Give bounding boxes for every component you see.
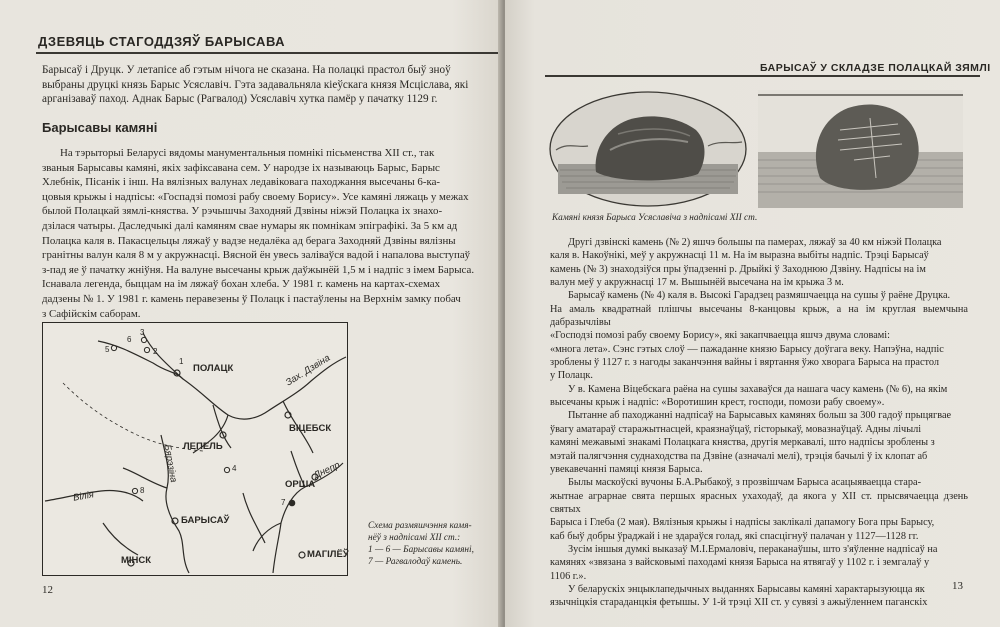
text-line: званыя Барысавы камяні, якіх зафіксавана сем. У народзе іх называюць Барыс, Барыс: [42, 161, 440, 174]
section-title: Барысавы камяні: [42, 120, 158, 135]
map-label-berazina: Бярэзіна: [161, 443, 179, 484]
stone-photo-1: [548, 90, 748, 208]
stone-number: 3: [140, 328, 145, 337]
text-line: камень (№ 3) знаходзіўся пры ўпадзенні р. Дрыйкі ў Заходнюю Дзвіну. Надпісы на ім: [550, 263, 926, 275]
text-line: гранітны валун каля 8 м у акружнасці. Вясной ён увесь заліваўся вадой і напалова выступаў: [42, 249, 471, 262]
caption-line: нёў з надпісамі XII ст.:: [368, 533, 461, 543]
page-number-right: 13: [952, 580, 963, 592]
text-line: выбраны друцкі князь Барыс Усяславіч. Гэта задавальняла кіеўскага князя Мсціслава, які: [42, 78, 469, 91]
left-running-head: ДЗЕВЯЦЬ СТАГОДДЗЯЎ БАРЫСАВА: [38, 34, 286, 49]
map-label-zach-dzvina: Зах. Дзвіна: [283, 352, 333, 389]
text-line: Барысаў камень (№ 4) каля в. Высокі Гарадзец размяшчаецца на сушы ў раёне Друцка.: [568, 290, 951, 302]
map-label-dnepr: Днепр: [311, 459, 342, 482]
right-body-text: [550, 236, 968, 610]
text-line: валун меў у акружнасці 17 м. Вышынёй высечана на ім крыжа 3 м.: [550, 277, 844, 289]
stone-photo-2: [758, 90, 963, 208]
right-running-head: БАРЫСАЎ У СКЛАДЗЕ ПОЛАЦКАЙ ЗЯМЛІ: [760, 62, 991, 74]
map-label-magilyou: МАГІЛЁЎ: [307, 549, 349, 560]
photo-caption: Камяні князя Барыса Усяславіча з надпісамі XII ст.: [552, 213, 758, 223]
stone-number: 7: [281, 498, 286, 507]
text-line: Пытанне аб паходжанні надпісаў на Барысавых камянях больш за 300 гадоў прыцягвае: [568, 410, 952, 422]
map-label-orsha: ОРША: [285, 479, 316, 490]
header-rule: [36, 52, 498, 54]
text-line: у Полацк.: [550, 370, 593, 382]
map-label-vitsebsk: ВІЦЕБСК: [289, 423, 332, 434]
text-line: былой Полацкай зямлі-княства. У рэчышчы Заходняй Дзвіны ніжэй Полацка іх знахо-: [42, 205, 443, 218]
map-caption: [368, 520, 498, 568]
text-line: Другі дзвінскі камень (№ 2) яшчэ большы па памерах, ляжаў за 40 км ніжэй Полацка: [568, 237, 942, 248]
text-line: цовыя крыжы і надпісы: «Госпадзі помозі рабу своему Борису». Усе камяні ляжаць у межах: [42, 190, 469, 203]
text-line: Хлебнік, Пісанік і інш. На вялізных валунах ледавіковага паходжання высечаны 6-ка-: [42, 176, 441, 189]
text-line: На амаль квадратнай плішчы высечаны 8-канцовы крыж, а на ім круглая выемчына дабразычлівы: [550, 303, 968, 329]
text-line: «Господзі помозі рабу своему Борису», які закапчваецца яшчэ двума словамі:: [550, 330, 891, 342]
text-line: Барысаў і Друцк. У летапісе аб гэтым нічога не сказана. На полацкі прастол быў зноў: [42, 64, 451, 76]
text-line: каля в. Накоўнікі, меў у акружнасці 11 м. На ім выразна выбіты надпіс. Трэці Барысаў: [550, 250, 929, 262]
caption-line: 1 — 6 — Барысавы камяні,: [368, 545, 474, 555]
map-label-barysau: БАРЫСАЎ: [181, 515, 230, 526]
text-line: 1106 г.».: [550, 570, 587, 582]
text-line: каб быў добры ўраджай і не здараўся голад, які спасцігнуў палачан у 1127—1128 гг.: [550, 530, 919, 542]
text-line: камянях «звязана з вайсковымі паходамі князя Барыса на ятвягаў у 1102 г. і земгалаў у: [550, 557, 930, 569]
map-label-lepel: ЛЕПЕЛЬ: [183, 441, 223, 452]
text-line: высечаны крыж і надпіс: «Воротишин крест, господи, помози рабу своему».: [550, 397, 885, 409]
header-rule: [545, 75, 980, 77]
stone-number: 6: [127, 335, 132, 344]
text-line: На тэрыторыі Беларусі вядомы манументальныя помнікі пісьменства XII ст., так: [60, 147, 435, 159]
stone-number: 4: [232, 464, 237, 473]
text-line: з-пад яе ў пачатку жніўня. На валуне высечаны крыж даўжынёй 1,5 м і надпіс з імем Барыса.: [42, 263, 475, 276]
text-line: зроблены ў 1127 г. з нагоды заканчэння вайны і вяртання ўжо хворага Барыса на прастол: [550, 357, 940, 369]
caption-line: Схема размяшчэння камя-: [368, 521, 472, 531]
text-line: дадзены № 1. У 1981 г. камень перавезены ў Полацк і пастаўлены на Верхнім замку побач: [42, 292, 461, 305]
stones-map: [42, 322, 348, 576]
stone-number: 5: [105, 345, 110, 354]
map-label-minsk: МІНСК: [121, 555, 152, 566]
map-label-polatsk: ПОЛАЦК: [193, 363, 234, 374]
text-line: Зусім іншыя думкі выказаў М.І.Ермаловіч, пераканаўшы, што з'яўленне надпісаў на: [568, 543, 938, 555]
text-line: з Сафійскім саборам.: [42, 307, 141, 320]
stone-number: 2: [153, 347, 158, 356]
text-line: У в. Камена Віцебскага раёна на сушы захаваўся да нашага часу камень (№ 6), на якім: [568, 383, 948, 395]
text-line: мэтай палягчэння суднаходства па Дзвіне (азначалі мелі), трэція бачылі ў іх клопат аб: [550, 450, 928, 462]
text-line: Былы маскоўскі вучоны Б.А.Рыбакоў, з прозвішчам Барыса асацыяваецца стара-: [568, 477, 922, 489]
caption-line: 7 — Рагвалодаў камень.: [368, 557, 463, 567]
text-line: камяні межавымі знакамі Полацкага княства, другія меркавалі, што надпісы зроблены з: [550, 437, 935, 449]
text-line: Барыса і Глеба (2 мая). Вялізныя крыжы і надпісы заклікалі дапамогу Бога пры Барысу,: [550, 517, 935, 529]
body-text: [42, 146, 492, 321]
text-line: язычніцкія стараданцкія фетышы. У 1-й трэці XII ст. у сувязі з ажыўленнем паганскіх: [550, 597, 928, 609]
intro-text: [42, 63, 492, 107]
text-line: Полацка каля в. Пакасцельцы ляжаў у вадзе недалёка ад берага Заходняй Дзвіны вялізны: [42, 234, 456, 247]
text-line: увекавечанні памяці князя Барыса.: [550, 463, 703, 475]
stone-number: 1: [179, 357, 184, 366]
page-number-left: 12: [42, 584, 53, 596]
text-line: Існавала легенда, быццам на ім ляжаў бохан хлеба. У 1981 г. камень на картах-схемах: [42, 278, 441, 291]
map-label-viliya: Вілія: [72, 489, 95, 504]
text-line: «многа лета». Сэнс гэтых слоў — пажаданне князю Барысу доўгага веку. Напэўна, надпіс: [550, 343, 944, 355]
text-line: У беларускіх энцыклапедычных выданнях Барысавы камяні характарызуюцца як: [568, 583, 925, 595]
text-line: арганізаваў паход. Аднак Барыс (Рагвалод) Усяславіч хутка памёр у пачатку 1129 г.: [42, 93, 438, 106]
text-line: жытнае аграрнае свята першых ярасных ухаходаў, да якога у XII ст. прысвячаецца дзень святых: [550, 490, 968, 515]
text-line: ўвагу аматараў старажытнасцей, краязнаўцаў, гісторыкаў, мовазнаўцаў. Адны лічылі: [550, 423, 922, 435]
text-line: дзілася чатыры. Даследчыкі далі камяням свае нумары як помнікам эпіграфікі. За 5 км ад: [42, 219, 458, 232]
stone-number: 8: [140, 486, 145, 495]
